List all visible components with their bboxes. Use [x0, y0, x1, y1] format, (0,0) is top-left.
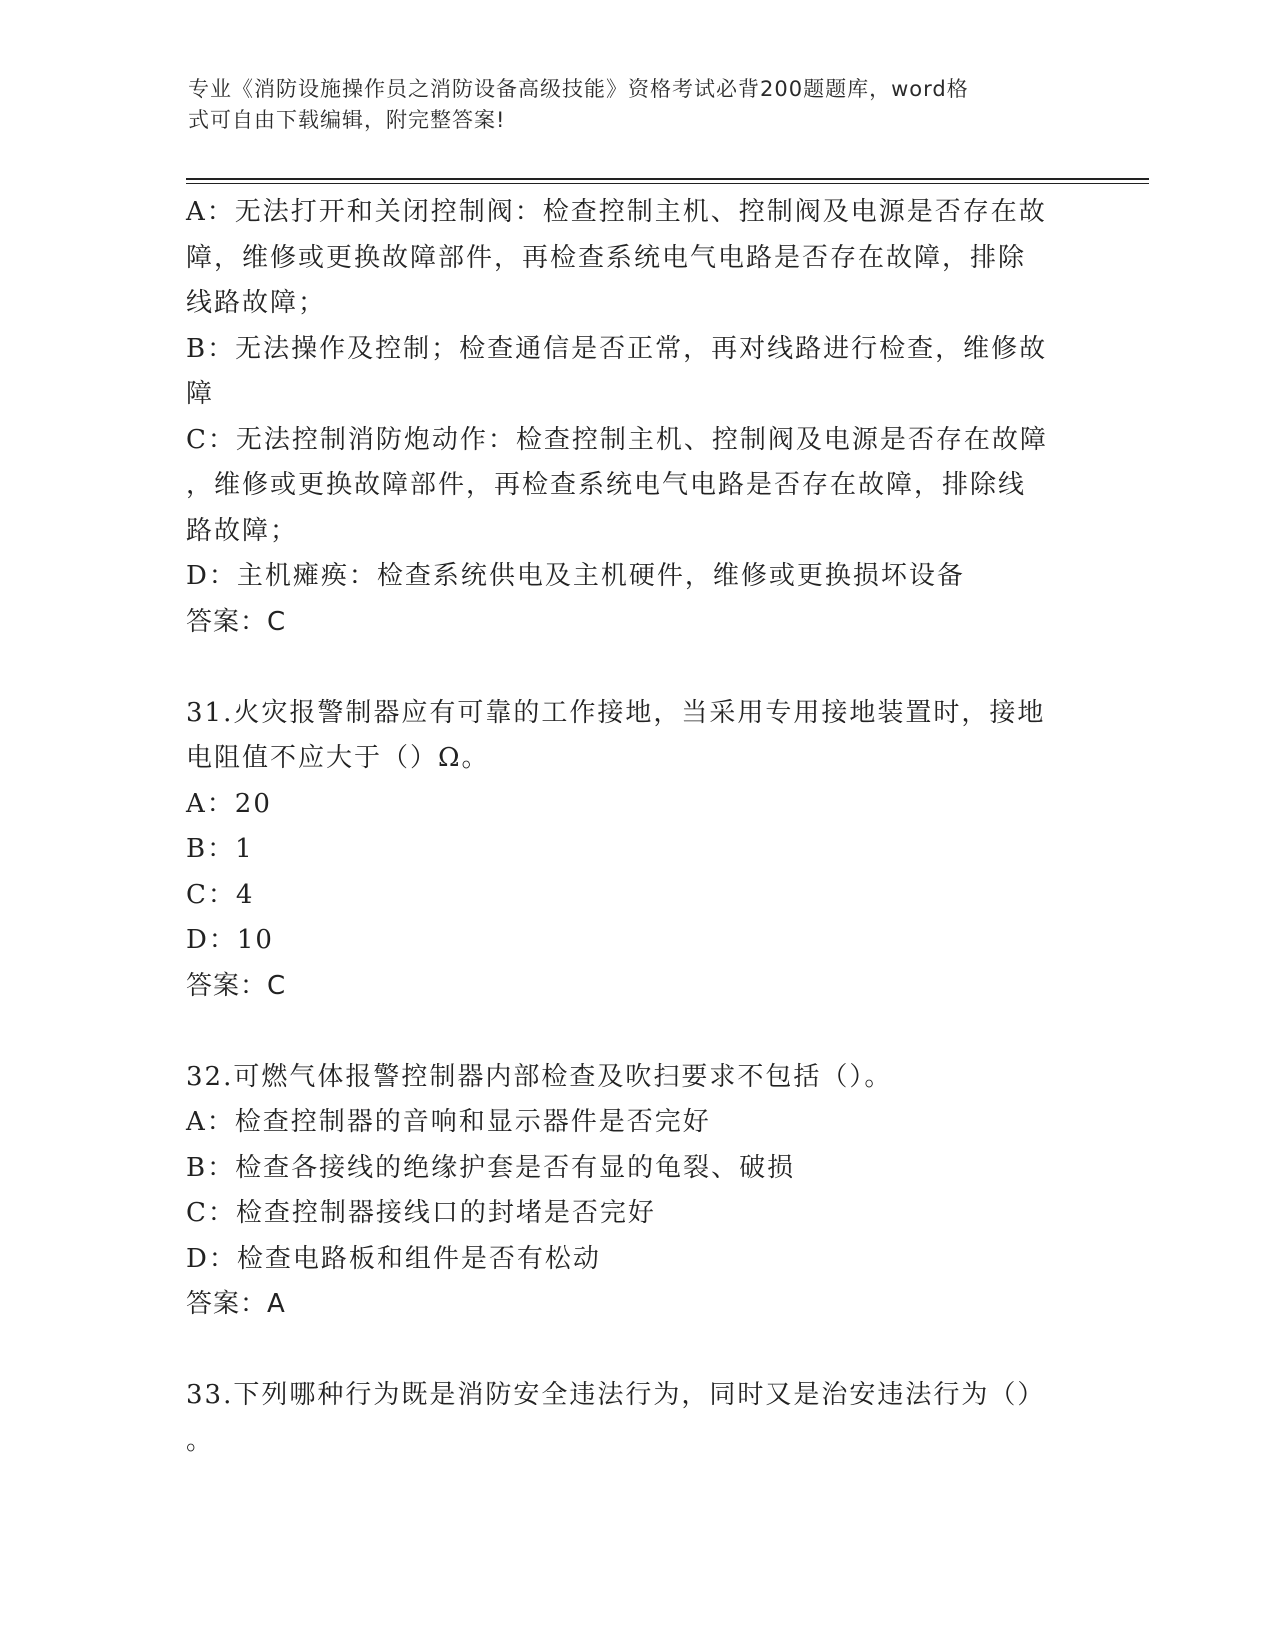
- header-divider-thick: [186, 178, 1149, 180]
- text-line: 障，维修或更换故障部件，再检查系统电气电路是否存在故障，排除: [186, 242, 1027, 273]
- q31-stem: [186, 691, 1066, 782]
- text-line: 32.可燃气体报警控制器内部检查及吹扫要求不包括（）。: [186, 1061, 893, 1092]
- document-header: [188, 74, 1068, 136]
- text-line: 33.下列哪种行为既是消防安全违法行为，同时又是治安违法行为（）: [186, 1380, 1046, 1410]
- q32-option-c: C：检查控制器接线口的封堵是否完好: [186, 1198, 656, 1228]
- text-line: ，维修或更换故障部件，再检查系统电气电路是否存在故障，排除线: [186, 470, 1027, 500]
- text-line: C：无法控制消防炮动作：检查控制主机、控制阀及电源是否存在故障: [186, 424, 1048, 455]
- q32-option-a: A：检查控制器的音响和显示器件是否完好: [186, 1107, 711, 1137]
- text-line: D：主机瘫痪：检查系统供电及主机硬件，维修或更换损坏设备: [186, 561, 965, 591]
- q33-stem: [186, 1373, 1066, 1464]
- q31-option-b: B：1: [186, 834, 254, 864]
- header-divider-thin: [186, 183, 1149, 184]
- text-line: A：无法打开和关闭控制阀：检查控制主机、控制阀及电源是否存在故: [186, 197, 1047, 227]
- question-content: [186, 190, 1066, 1464]
- q32-option-d: D：检查电路板和组件是否有松动: [186, 1243, 601, 1274]
- text-line: 电阻值不应大于（）Ω。: [186, 743, 490, 773]
- text-line: 路故障；: [186, 515, 299, 546]
- q30-option-b: [186, 327, 1066, 418]
- q32-option-b: B：检查各接线的绝缘护套是否有显的龟裂、破损: [186, 1152, 796, 1183]
- q30-option-d: [186, 554, 1066, 600]
- q32-stem: [186, 1055, 1066, 1101]
- q31-option-a: A：20: [186, 788, 272, 819]
- q31-option-c: C：4: [186, 879, 255, 910]
- header-line-1: 专业《消防设施操作员之消防设备高级技能》资格考试必背200题题库，word格: [188, 77, 969, 101]
- header-line-2: 式可自由下载编辑，附完整答案!: [188, 108, 506, 132]
- text-line: 障: [186, 379, 215, 409]
- text-line: 。: [186, 1425, 215, 1456]
- spacer: [186, 1009, 1066, 1055]
- q31-answer: 答案：C: [186, 970, 287, 1001]
- q31-option-d: D：10: [186, 925, 274, 955]
- q30-answer: 答案：C: [186, 606, 287, 637]
- spacer: [186, 1328, 1066, 1374]
- text-line: B：无法操作及控制；检查通信是否正常，再对线路进行检查，维修故: [186, 333, 1048, 364]
- text-line: 线路故障；: [186, 288, 327, 318]
- spacer: [186, 645, 1066, 691]
- q30-option-c: [186, 418, 1066, 555]
- q30-option-a: [186, 190, 1066, 327]
- text-line: 31.火灾报警制器应有可靠的工作接地，当采用专用接地装置时，接地: [186, 697, 1046, 728]
- q32-answer: 答案：A: [186, 1289, 286, 1319]
